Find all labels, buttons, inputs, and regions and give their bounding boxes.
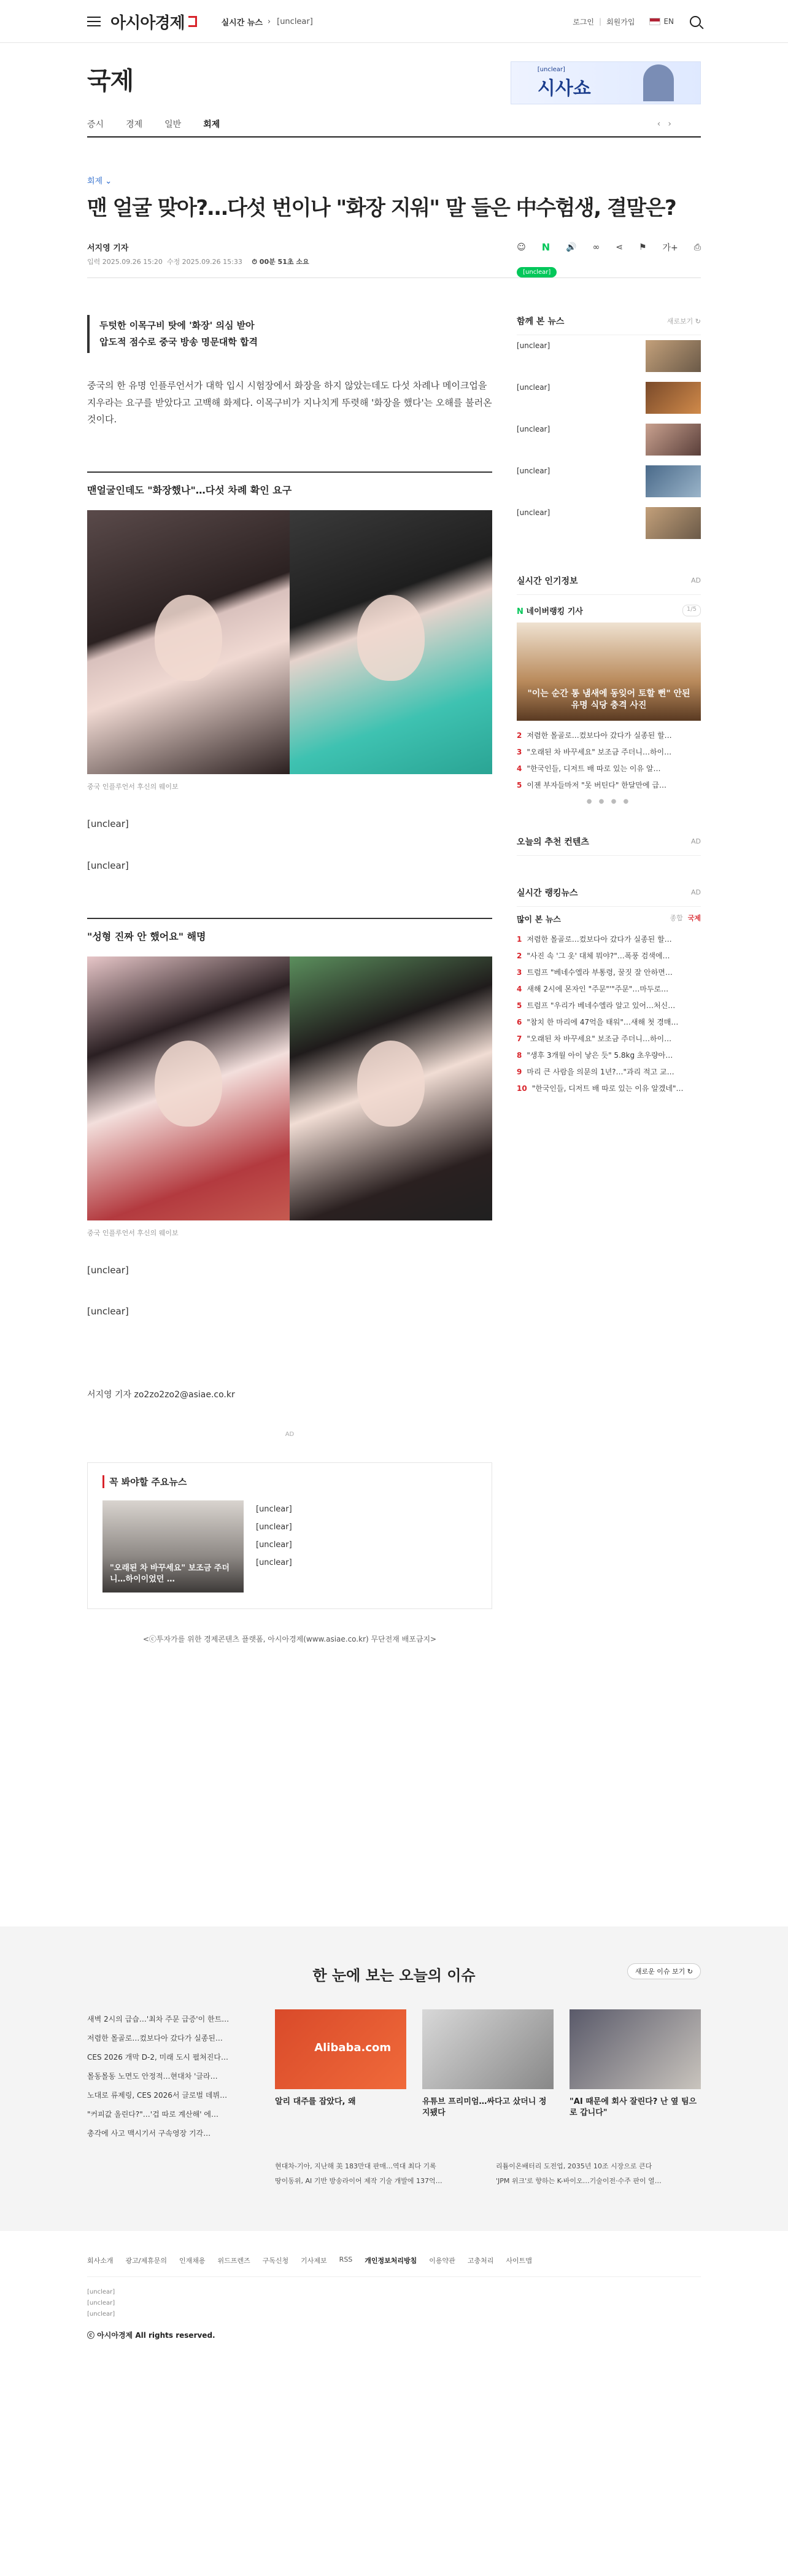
news-thumbnail[interactable] — [646, 507, 701, 539]
together-news: 함께 본 뉴스 새로보기 ↻ [unclear] [unclear] [unclear] [unclear] [unclear] — [517, 315, 701, 544]
footer-link[interactable]: 사이트맵 — [506, 2257, 532, 2265]
footer-link[interactable]: 이용약관 — [429, 2257, 455, 2265]
list-item[interactable]: 4 새해 2시에 몬자인 "주문"'"주문"…마두로… — [517, 984, 669, 993]
article-byline: 서지영 기자 zo2zo2zo2@asiae.co.kr — [87, 1390, 235, 1400]
read-time: ⏱ 00분 51초 소요 — [252, 257, 309, 266]
article-dates: 입력 2025.09.26 15:20 수정 2025.09.26 15:33 ⏱ 00분 51초 소요 — [87, 257, 309, 266]
subnav-arrows[interactable]: ‹› — [657, 119, 679, 129]
banner-title: 시사쇼 — [537, 77, 591, 99]
list-item[interactable]: [unclear] — [256, 1540, 292, 1550]
list-item[interactable]: 'JPM 위크'로 향하는 K-바이오…기술이전·수주 판이 열… — [496, 2177, 662, 2186]
article-photo[interactable] — [87, 956, 290, 1220]
top-bar: 아시아경제 실시간 뉴스 › [unclear] 로그인 | 회원가입 EN — [0, 0, 788, 43]
signup-link[interactable]: 회원가입 — [606, 17, 635, 26]
list-item[interactable]: [unclear] — [517, 377, 701, 419]
naver-icon[interactable]: N — [541, 241, 550, 254]
list-item[interactable]: 10 "한국인들, 디저트 배 따로 있는 이유 알겠네"… — [517, 1084, 684, 1093]
article-paragraph: [unclear] — [87, 859, 129, 871]
list-item[interactable]: 새벽 2시의 급습…'최차 주문 급증'이 한트… — [87, 2015, 230, 2024]
article-body — [87, 315, 492, 1644]
list-item[interactable]: 9 마리 큰 사람을 의문의 1년?…"과리 적고 교… — [517, 1067, 674, 1076]
footer-link[interactable]: 회사소개 — [87, 2257, 114, 2265]
list-item[interactable]: 저렴한 몰골로…컸보다아 갔다가 실종된… — [87, 2034, 223, 2043]
list-item[interactable]: 2 "사진 속 '그 옷' 대체 뭐야?"…폭풍 검색에… — [517, 951, 670, 960]
menu-icon[interactable] — [87, 17, 101, 26]
issue-card[interactable]: 유튜브 프리미엄…싸다고 샀더니 정지됐다 — [422, 2009, 554, 2143]
article-photo[interactable] — [290, 956, 492, 1220]
article-paragraph: 중국의 한 유명 인플루언서가 대학 입시 시험장에서 화장을 하지 않았는데도 다섯 차례나 메이크업을 지우라는 요구를 받았다고 고백해 화제다. 이목구비가 지나치게 뚜렷해 '화장을 했다'는 오해를 불러온 것이다. — [87, 379, 492, 425]
sidebar — [517, 315, 701, 1644]
footer-link[interactable]: 기사제보 — [301, 2257, 327, 2265]
list-item[interactable]: 5 이젠 부자들마저 "못 버틴다" 한달만에 급… — [517, 780, 666, 789]
us-flag-icon — [649, 18, 660, 25]
photo-pair — [87, 510, 492, 774]
list-item[interactable]: [unclear] — [256, 1505, 292, 1515]
search-icon[interactable] — [690, 16, 701, 27]
footer-link[interactable]: 위드프렌즈 — [217, 2257, 250, 2265]
list-item[interactable]: [unclear] — [256, 1523, 292, 1532]
list-item[interactable]: CES 2026 개막 D-2, 미래 도시 펼쳐진다… — [87, 2053, 228, 2062]
must-read-thumbnail[interactable]: "오래된 차 바꾸세요" 보조금 주더니…하이이었던 … — [102, 1500, 244, 1593]
article-paragraph: [unclear] — [87, 1264, 129, 1276]
must-read-title: 꼭 봐야할 주요뉴스 — [102, 1475, 477, 1488]
new-issue-button[interactable]: 새로운 이슈 보기 ↻ — [627, 1963, 701, 1979]
company-info: [unclear] [unclear] [unclear] — [87, 2289, 115, 2318]
issue-list — [87, 2009, 259, 2143]
section-header — [87, 43, 701, 138]
footer-link[interactable]: RSS — [339, 2256, 353, 2264]
list-item[interactable]: [unclear] — [517, 335, 701, 377]
list-item[interactable]: 4 "한국인들, 디저트 배 따로 있는 이유 알… — [517, 764, 661, 773]
photo-caption: 중국 인플루언서 후신의 웨이보 — [87, 783, 179, 791]
footer-copyright: ⓒ 아시아경제 All rights reserved. — [87, 2331, 215, 2340]
article-paragraph: [unclear] — [87, 818, 129, 830]
carousel-dots[interactable]: ● ● ● ● — [586, 797, 632, 805]
list-item[interactable]: 노대로 류제링, CES 2026서 글로벌 데뷔… — [87, 2091, 228, 2100]
ticker-headline[interactable]: [unclear] — [277, 17, 313, 26]
list-item[interactable]: 현대차-기아, 지난해 美 183만대 판매…역대 최다 기록 — [275, 2162, 436, 2171]
list-item[interactable]: 땅이동위, AI 기반 방송라이어 제작 기술 개발에 137억… — [275, 2177, 442, 2186]
issue-image[interactable]: Alibaba.com — [275, 2009, 406, 2089]
share-icon[interactable]: ⋖ — [616, 242, 623, 252]
list-item[interactable]: [unclear] — [517, 502, 701, 544]
list-item[interactable]: "커피값 올린다?"…'겁 따로 계산해' 에… — [87, 2110, 218, 2119]
bookmark-icon[interactable]: ⚑ — [638, 242, 647, 252]
today-issue — [0, 1926, 788, 2231]
news-thumbnail[interactable] — [646, 424, 701, 456]
chevron-down-icon: ⌄ — [105, 177, 112, 186]
list-item[interactable]: 8 "생후 3개월 아이 낳은 듯" 5.8kg 초우량아… — [517, 1050, 673, 1060]
speaker-icon[interactable]: 🔊 — [566, 242, 577, 252]
tab-economy[interactable]: 경제 — [126, 120, 143, 130]
naver-subscribe-pill[interactable]: [unclear] — [517, 267, 557, 277]
tab-stocks[interactable]: 증시 — [87, 120, 104, 130]
news-thumbnail[interactable] — [646, 382, 701, 414]
site-logo[interactable]: 아시아경제 — [110, 10, 197, 33]
font-size-button[interactable]: 가+ — [662, 242, 678, 253]
bot-icon[interactable]: ☺ — [517, 242, 526, 252]
tab-topic[interactable]: 회제 — [203, 120, 220, 130]
link-icon[interactable]: ∞ — [592, 242, 600, 252]
ad-label: AD — [285, 1431, 295, 1438]
banner-subtitle: [unclear] — [537, 66, 565, 73]
article-photo[interactable] — [87, 510, 290, 774]
chevron-right-icon[interactable]: › — [267, 17, 271, 26]
naver-feature-image[interactable]: "이는 순간 통 냄새에 동잊어 토할 뻔" 안된 유명 식당 충격 사진 — [517, 623, 701, 721]
list-item[interactable]: 총각에 사고 맥시기서 구속영장 기각… — [87, 2129, 211, 2138]
list-item[interactable]: 1 저렴한 몰골로…컸보다아 갔다가 실종된 할… — [517, 934, 672, 944]
pager-badge[interactable]: 1/5 — [682, 605, 701, 616]
ticker-label: 실시간 뉴스 — [221, 18, 263, 28]
tab-general[interactable]: 일반 — [164, 120, 182, 130]
list-item[interactable]: 몰동몰동 노면도 안정적…현대차 '글라… — [87, 2072, 218, 2081]
list-item[interactable]: 7 "오래된 차 바꾸세요" 보조금 주더니…하이… — [517, 1034, 672, 1043]
list-item[interactable]: 리튬이온배터리 도전업, 2035년 10조 시장으로 큰다 — [496, 2162, 652, 2171]
article-subhead: 맨얼굴인데도 "화장했나"…다섯 차례 확인 요구 — [87, 471, 492, 497]
article-header — [87, 174, 701, 278]
must-read-list — [256, 1500, 477, 1593]
issue-image[interactable] — [422, 2009, 554, 2089]
footer — [0, 2231, 788, 2371]
list-item[interactable]: 3 "오래된 차 바꾸세요" 보조금 주더니…하이… — [517, 747, 672, 756]
article-photo[interactable] — [290, 510, 492, 774]
must-read-box — [87, 1462, 492, 1609]
english-link[interactable]: EN — [663, 17, 674, 26]
photo-caption: 중국 인플루언서 후신의 웨이보 — [87, 1228, 179, 1237]
article-subhead: "성형 진짜 안 했어요" 해명 — [87, 918, 492, 943]
reporter-name[interactable]: 서지영 기자 — [87, 243, 129, 253]
issue-image[interactable] — [570, 2009, 701, 2089]
refresh-button[interactable]: 새로보기 ↻ — [666, 317, 701, 325]
article-title: 맨 얼굴 맞아?…다섯 번이나 "화장 지워" 말 들은 中수험생, 결말은? — [87, 196, 676, 220]
footer-link[interactable]: 인재채용 — [179, 2257, 206, 2265]
article-paragraph: [unclear] — [87, 1306, 129, 1317]
section-title: 국제 — [87, 67, 134, 95]
banner-ad[interactable] — [511, 61, 701, 104]
banner-person-image — [643, 64, 674, 101]
ranking-news: 실시간 랭킹뉴스 AD 많이 본 뉴스 종합 국제 1 저렴한 몰골로…컸보다아 갔다가 실종된 할… 2 "사진 속 '그 옷' 대체 뭐야?"…폭풍 검색에… 3 트럼프 "베네수엘라 부통령, 꿀짓 잘 안하면… 4 새해 2시에 몬자인 "주문"'"주문"…마두로… 5 트럼프 "우리가 베네수엘라 알고 있어…처신… 6 "참치 한 마리에 47억을 태워"…새해 첫 경매… 7 "오래된 차 바꾸세요" 보조금 주더니…하이… 8 "생후 3개월 아이 낳은 듯" 5.8kg 초우량아… 9 마리 큰 사람을 의문의 1년?…"과리 적고 교… 10 "한국인들, 디저트 배 따로 있는 이유 알겠네"… — [517, 886, 701, 1096]
issue-card[interactable]: "AI 때문에 회사 잘린다? 난 옆 팀으로 갑니다" — [570, 2009, 701, 2143]
popular-info: 실시간 인기정보 AD N 네이버랭킹 기사 1/5 "이는 순간 통 냄새에 동잊어 토할 뻔" 안된 유명 식당 충격 사진 2 저렴한 몰골로…컸보다아 갔다가 실종된 할… 3 "오래된 차 바꾸세요" 보조금 주더니…하이… 4 "한국인들, 디저트 배 따로 있는 이유 알… 5 이젠 부자들마저 "못 버틴다" 한달만에 급… ● ● ● ● — [517, 575, 701, 805]
list-item[interactable]: 2 저렴한 몰골로…컸보다아 갔다가 실종된 할… — [517, 731, 672, 740]
list-item[interactable]: [unclear] — [256, 1558, 292, 1568]
print-icon[interactable]: ⎙ — [693, 242, 701, 252]
list-item[interactable]: [unclear] — [517, 419, 701, 460]
privacy-policy-link[interactable]: 개인정보처리방침 — [365, 2257, 417, 2265]
copyright-notice: <ⓒ투자가를 위한 경제콘텐츠 플랫폼, 아시아경제(www.asiae.co.kr) 무단전재 배포금지> — [142, 1635, 437, 1644]
issue-title: 한 눈에 보는 오늘의 이슈 — [312, 1967, 476, 1985]
logo-mark-icon — [188, 16, 197, 27]
footer-link[interactable]: 광고/제휴문의 — [125, 2257, 167, 2265]
login-link[interactable]: 로그인 — [573, 17, 595, 26]
tab-international[interactable]: 국제 — [687, 914, 701, 922]
article-category[interactable]: 회제 ⌄ — [87, 177, 112, 186]
footer-links — [87, 2256, 701, 2277]
photo-pair — [87, 956, 492, 1220]
article-tools — [517, 241, 701, 276]
list-item[interactable]: [unclear] — [517, 460, 701, 502]
article-lead: 두텃한 이목구비 탓에 '화장' 의심 받아 압도적 점수로 중국 방송 명문대학 합격 — [87, 315, 492, 353]
list-item[interactable]: 3 트럼프 "베네수엘라 부통령, 꿀짓 잘 안하면… — [517, 968, 673, 977]
recommend-content: 오늘의 추천 컨텐츠 AD — [517, 836, 701, 856]
tab-overall[interactable]: 종합 — [670, 914, 683, 922]
news-ticker[interactable] — [222, 16, 573, 28]
issue-card[interactable]: Alibaba.com 알리 대주를 잡았다, 왜 — [275, 2009, 406, 2143]
list-item[interactable]: 5 트럼프 "우리가 베네수엘라 알고 있어…처신… — [517, 1001, 676, 1010]
footer-link[interactable]: 구독신청 — [262, 2257, 289, 2265]
list-item[interactable]: 6 "참치 한 마리에 47억을 태워"…새해 첫 경매… — [517, 1017, 679, 1026]
footer-link[interactable]: 고충처리 — [467, 2257, 494, 2265]
news-thumbnail[interactable] — [646, 340, 701, 372]
naver-icon: N — [517, 607, 523, 616]
content-columns — [87, 315, 701, 1644]
news-thumbnail[interactable] — [646, 465, 701, 497]
section-subnav — [87, 118, 701, 138]
